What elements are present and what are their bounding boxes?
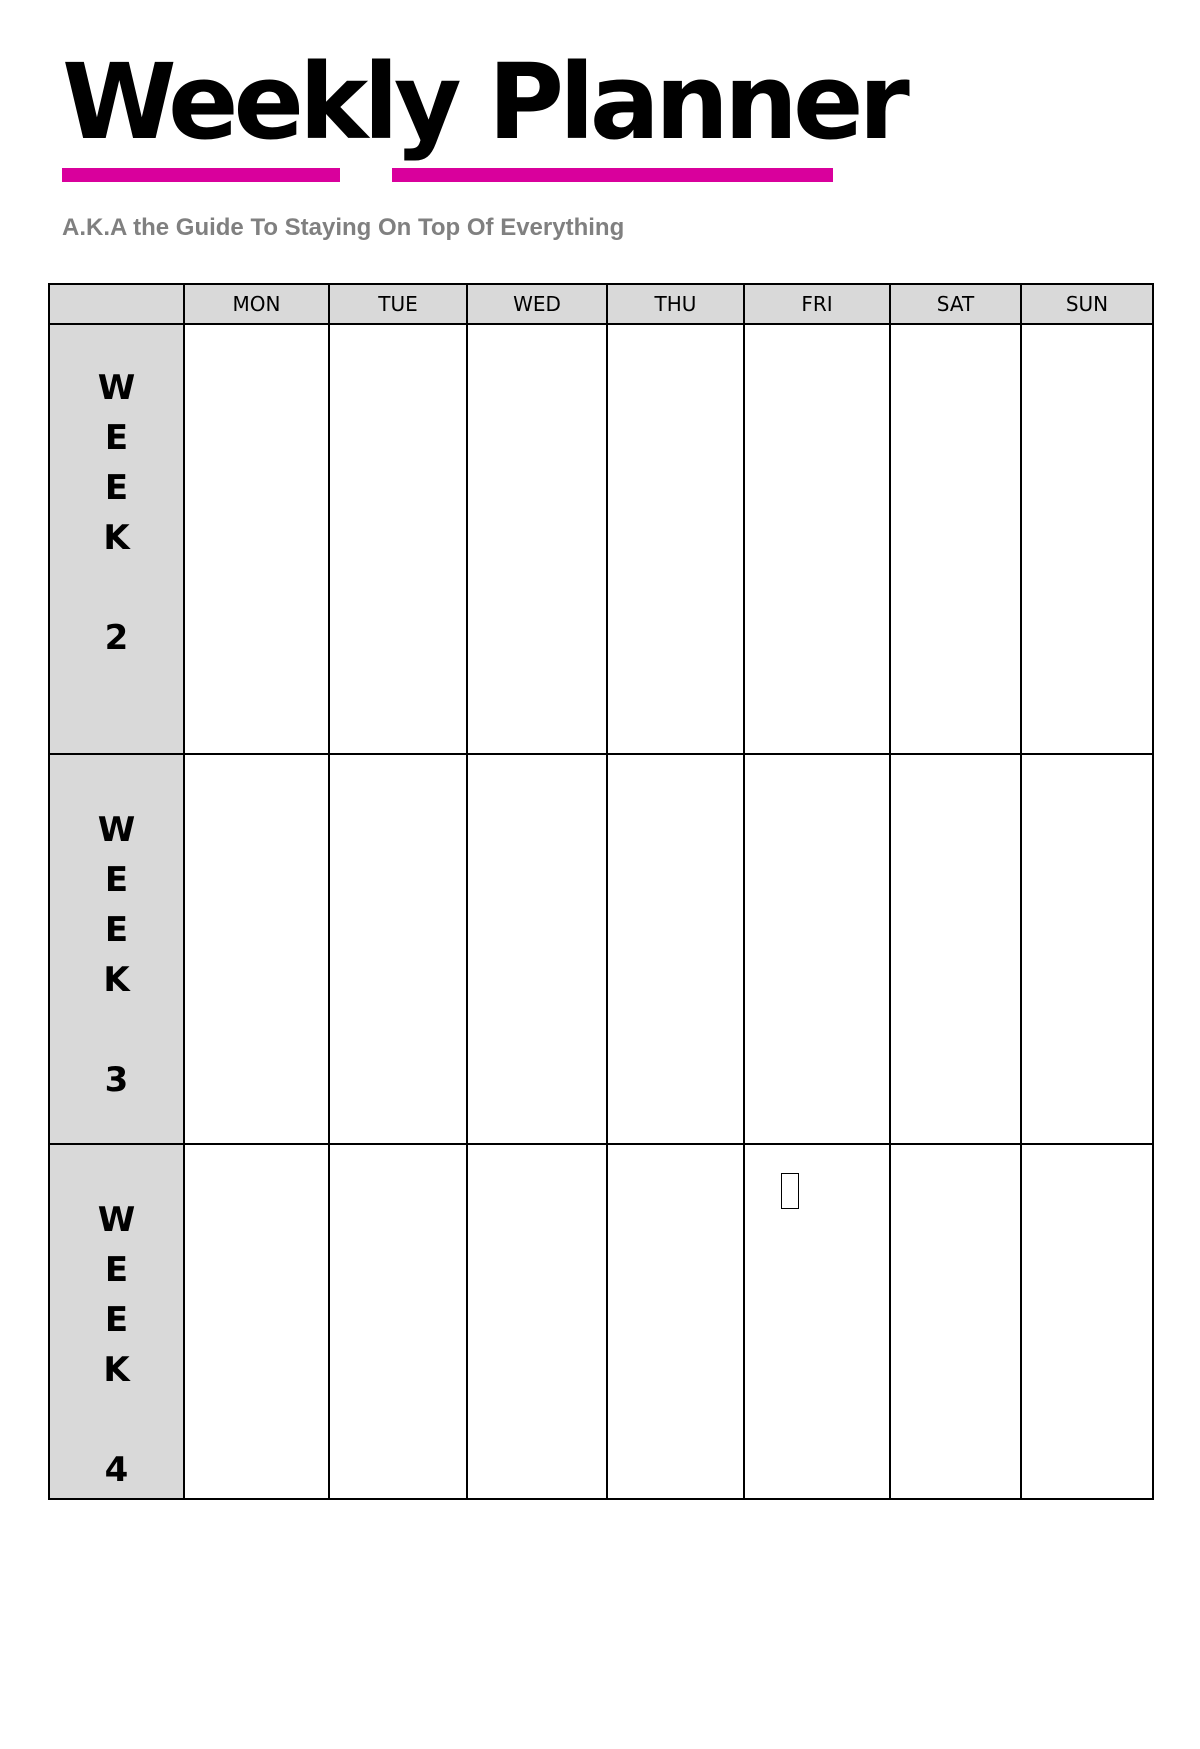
day-cell[interactable] xyxy=(890,324,1021,754)
day-cell[interactable] xyxy=(329,1144,467,1499)
day-header-wed: WED xyxy=(467,284,607,324)
missing-glyph-icon xyxy=(781,1173,799,1209)
day-cell[interactable] xyxy=(1021,754,1153,1144)
day-cell[interactable] xyxy=(890,1144,1021,1499)
day-cell[interactable] xyxy=(744,1144,890,1499)
day-cell[interactable] xyxy=(744,324,890,754)
week-row-2 xyxy=(49,324,1153,754)
day-cell[interactable] xyxy=(467,754,607,1144)
title-underline-1 xyxy=(62,168,340,182)
day-cell[interactable] xyxy=(1021,324,1153,754)
day-cell[interactable] xyxy=(890,754,1021,1144)
day-header-row xyxy=(49,284,1153,324)
day-cell[interactable] xyxy=(329,754,467,1144)
day-header-tue: TUE xyxy=(329,284,467,324)
week-row-3 xyxy=(49,754,1153,1144)
week-label-2 xyxy=(49,324,184,754)
week-row-4 xyxy=(49,1144,1153,1499)
week-label-3 xyxy=(49,754,184,1144)
day-cell[interactable] xyxy=(467,324,607,754)
week-label-text: W E E K 2 xyxy=(97,368,136,658)
day-header-thu: THU xyxy=(607,284,744,324)
planner-grid xyxy=(48,283,1154,1500)
week-label-text: W E E K 4 xyxy=(97,1200,136,1490)
day-cell[interactable] xyxy=(607,324,744,754)
page-subtitle: A.K.A the Guide To Staying On Top Of Everything xyxy=(62,214,625,241)
day-header-fri: FRI xyxy=(744,284,890,324)
week-label-4 xyxy=(49,1144,184,1499)
corner-cell xyxy=(49,284,184,324)
day-header-sun: SUN xyxy=(1021,284,1153,324)
day-cell[interactable] xyxy=(329,324,467,754)
title-underline-2 xyxy=(392,168,833,182)
day-cell[interactable] xyxy=(744,754,890,1144)
title-block xyxy=(62,41,905,190)
page-title: Weekly Planner xyxy=(62,41,905,163)
day-cell[interactable] xyxy=(607,1144,744,1499)
day-header-mon: MON xyxy=(184,284,329,324)
day-cell[interactable] xyxy=(467,1144,607,1499)
day-cell[interactable] xyxy=(184,324,329,754)
day-cell[interactable] xyxy=(184,754,329,1144)
day-cell[interactable] xyxy=(184,1144,329,1499)
day-cell[interactable] xyxy=(607,754,744,1144)
day-cell[interactable] xyxy=(1021,1144,1153,1499)
day-header-sat: SAT xyxy=(890,284,1021,324)
week-label-text: W E E K 3 xyxy=(97,810,136,1100)
